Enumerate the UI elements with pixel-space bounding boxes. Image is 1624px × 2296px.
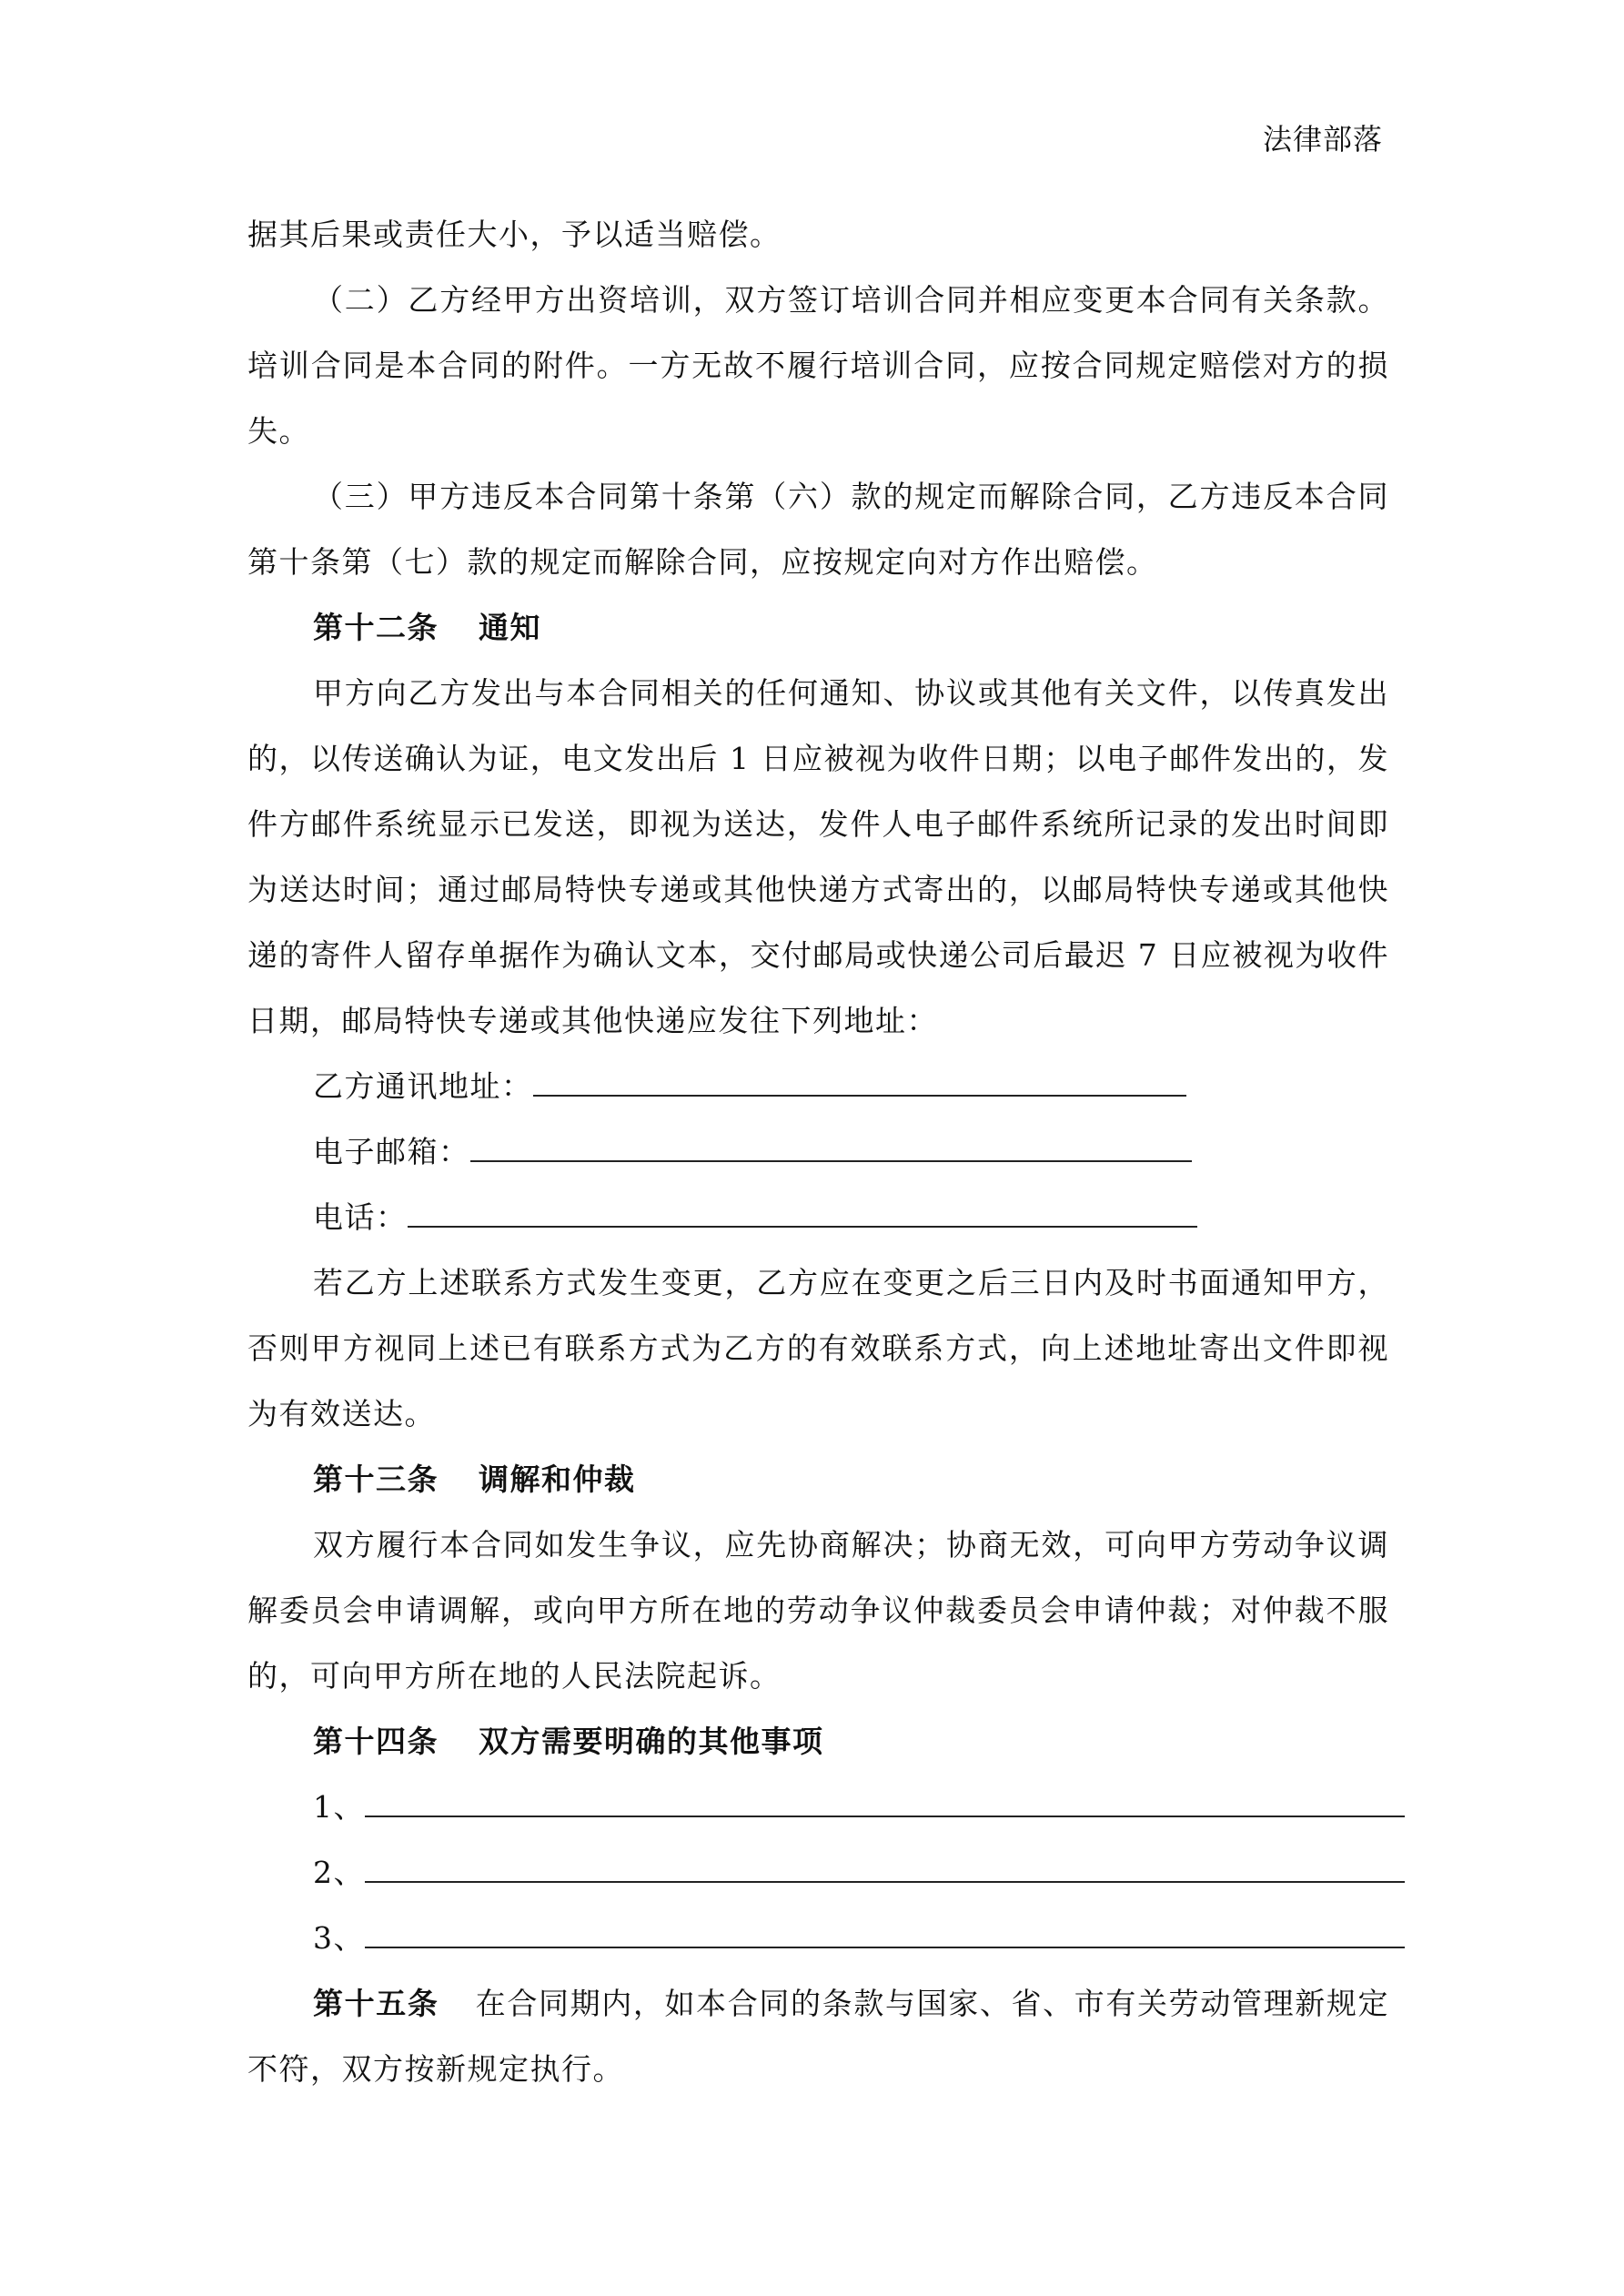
- article-15-number: 第十五条: [313, 1986, 439, 2021]
- other-matter-row: [247, 1775, 1389, 1840]
- other-matter-number: 1、: [313, 1789, 365, 1825]
- article-12-number: 第十二条: [313, 610, 439, 645]
- page-header-brand: 法律部落: [1262, 122, 1383, 157]
- article-13-heading: [247, 1447, 1389, 1512]
- article-12-change-notice: 若乙方上述联系方式发生变更，乙方应在变更之后三日内及时书面通知甲方，否则甲方视同上述已有联系方式为乙方的有效联系方式，向上述地址寄出文件即视为有效送达。: [247, 1265, 1389, 1431]
- article-13-title: 调解和仲裁: [479, 1462, 636, 1497]
- phone-field-row: [247, 1185, 1389, 1250]
- other-matter-blank-line[interactable]: [365, 1794, 1405, 1817]
- article-13-number: 第十三条: [313, 1462, 439, 1497]
- address-blank-line[interactable]: [533, 1073, 1186, 1097]
- other-matter-row: [247, 1840, 1389, 1906]
- article-12-title: 通知: [479, 610, 541, 645]
- phone-label: 电话：: [313, 1199, 408, 1235]
- article-14-title: 双方需要明确的其他事项: [479, 1724, 824, 1759]
- email-label: 电子邮箱：: [313, 1134, 470, 1169]
- article-15-body: 在合同期内，如本合同的条款与国家、省、市有关劳动管理新规定不符，双方按新规定执行。: [247, 1986, 1390, 2087]
- email-blank-line[interactable]: [470, 1138, 1192, 1162]
- article-14-heading: [247, 1709, 1389, 1775]
- other-matter-blank-line[interactable]: [365, 1859, 1405, 1883]
- email-field-row: [247, 1119, 1389, 1185]
- document-body: [247, 202, 1389, 2102]
- article-13-body: 双方履行本合同如发生争议，应先协商解决；协商无效，可向甲方劳动争议调解委员会申请调解，或向甲方所在地的劳动争议仲裁委员会申请仲裁；对仲裁不服的，可向甲方所在地的人民法院起诉。: [247, 1527, 1389, 1694]
- phone-blank-line[interactable]: [408, 1204, 1197, 1228]
- other-matter-row: [247, 1906, 1389, 1971]
- other-matter-number: 3、: [313, 1920, 365, 1956]
- other-matter-number: 2、: [313, 1855, 365, 1890]
- address-field-row: [247, 1054, 1389, 1119]
- other-matter-blank-line[interactable]: [365, 1925, 1405, 1948]
- paragraph-continuation: 据其后果或责任大小，予以适当赔偿。: [247, 217, 782, 252]
- article-12-body: 甲方向乙方发出与本合同相关的任何通知、协议或其他有关文件，以传真发出的，以传送确认为证，电文发出后 1 日应被视为收件日期；以电子邮件发出的，发件方邮件系统显示已发送，即视为送达，发件人电子邮件系统所记录的发出时间即为送达时间；通过邮局特快专递或其他快递方式寄出的，以邮局特快专递或其他快递的寄件人留存单据作为确认文本，交付邮局或快递公司后最迟 7 日应被视为收件日期，邮局特快专递或其他快递应发往下列地址：: [247, 675, 1389, 1038]
- address-label: 乙方通讯地址：: [313, 1068, 533, 1104]
- paragraph-training-clause: （二）乙方经甲方出资培训，双方签订培训合同并相应变更本合同有关条款。培训合同是本合同的附件。一方无故不履行培训合同，应按合同规定赔偿对方的损失。: [247, 282, 1389, 449]
- article-14-number: 第十四条: [313, 1724, 439, 1759]
- paragraph-breach-clause: （三）甲方违反本合同第十条第（六）款的规定而解除合同，乙方违反本合同第十条第（七）款的规定而解除合同，应按规定向对方作出赔偿。: [247, 479, 1389, 580]
- article-15-paragraph: [247, 1971, 1389, 2102]
- article-12-heading: [247, 595, 1389, 661]
